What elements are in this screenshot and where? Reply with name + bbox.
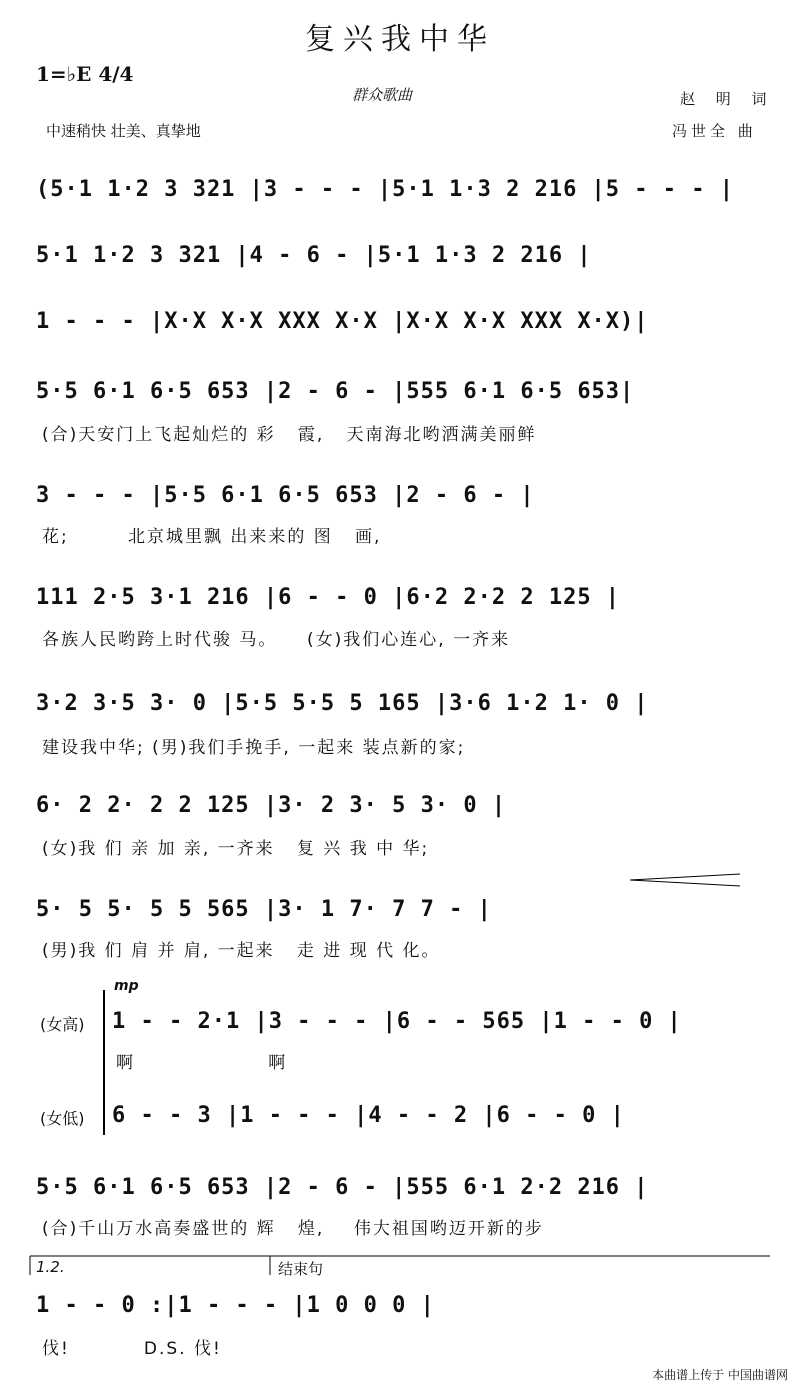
lyrics-line: (合)天安门上飞起灿烂的 彩 霞, 天南海北哟洒满美丽鲜: [42, 425, 537, 445]
notation-line: 1 - - 0 :|1 - - - |1 0 0 0 |: [36, 1293, 435, 1318]
score-row: [0, 238, 800, 274]
notation-line: 111 2·5 3·1 216 |6 - - 0 |6·2 2·2 2 125 |: [36, 585, 621, 610]
notation-line: 3 - - - |5·5 6·1 6·5 653 |2 - 6 - |: [36, 483, 535, 508]
notation-line: 3·2 3·5 3· 0 |5·5 5·5 5 165 |3·6 1·2 1· 0 |: [36, 691, 649, 716]
tempo-marking: 中速稍快 壮美、真挚地: [46, 122, 201, 140]
lyrics-line: 啊 啊: [116, 1053, 288, 1073]
lyrics-line: (合)千山万水高奏盛世的 辉 煌, 伟大祖国哟迈开新的步: [42, 1219, 544, 1239]
song-genre: 群众歌曲: [352, 86, 413, 104]
composer: 冯世全 曲: [672, 122, 757, 140]
score-row: [0, 580, 800, 616]
lyrics-line: 各族人民哟跨上时代骏 马。 (女)我们心连心, 一齐来: [42, 630, 511, 650]
notation-line: 1 - - - |X·X X·X XXX X·X |X·X X·X XXX X·X)|: [36, 309, 649, 334]
score-row: [0, 172, 800, 208]
score-row: [0, 1170, 800, 1206]
lyrics-line: (男)我 们 肩 并 肩, 一起来 走 进 现 代 化。: [42, 941, 441, 961]
lyrics-line: 伐! D.S. 伐!: [42, 1339, 222, 1359]
volta-bracket-label: 1.2.: [36, 1258, 65, 1276]
song-title: 复兴我中华: [305, 22, 495, 57]
voice-label-lower: (女低): [40, 1109, 85, 1128]
lyrics-line: 花; 北京城里飘 出来来的 图 画,: [42, 527, 382, 547]
score-row: [0, 374, 800, 410]
notation-line: 5·5 6·1 6·5 653 |2 - 6 - |555 6·1 2·2 216 |: [36, 1175, 649, 1200]
notation-line: 5·1 1·2 3 321 |4 - 6 - |5·1 1·3 2 216 |: [36, 243, 592, 268]
score-row: [0, 788, 800, 824]
score-row: [0, 686, 800, 722]
footer-credit: 本曲谱上传于 中国曲谱网: [652, 1368, 788, 1382]
ending-label: 结束句: [278, 1260, 324, 1278]
score-row: [0, 1098, 800, 1134]
notation-line: 6 - - 3 |1 - - - |4 - - 2 |6 - - 0 |: [112, 1103, 625, 1128]
key-signature: 1=♭E 4/4: [36, 62, 134, 86]
score-row: [0, 1288, 800, 1324]
score-row: [0, 478, 800, 514]
dynamic-mark: mp: [114, 978, 139, 994]
notation-line: (5·1 1·2 3 321 |3 - - - |5·1 1·3 2 216 |5 - - - |: [36, 177, 735, 202]
lyrics-line: 建设我中华; (男)我们手挽手, 一起来 装点新的家;: [42, 738, 466, 758]
notation-line: 5·5 6·1 6·5 653 |2 - 6 - |555 6·1 6·5 653|: [36, 379, 635, 404]
lyricist: 赵 明 词: [680, 90, 775, 108]
score-row: [0, 1004, 800, 1040]
notation-line: 6· 2 2· 2 2 125 |3· 2 3· 5 3· 0 |: [36, 793, 507, 818]
lyrics-line: (女)我 们 亲 加 亲, 一齐来 复 兴 我 中 华;: [42, 839, 430, 859]
notation-line: 1 - - 2·1 |3 - - - |6 - - 565 |1 - - 0 |: [112, 1009, 682, 1034]
notation-line: 5· 5 5· 5 5 565 |3· 1 7· 7 7 - |: [36, 897, 492, 922]
score-row: [0, 892, 800, 928]
score-row: [0, 304, 800, 340]
voice-label-upper: (女高): [40, 1015, 85, 1034]
